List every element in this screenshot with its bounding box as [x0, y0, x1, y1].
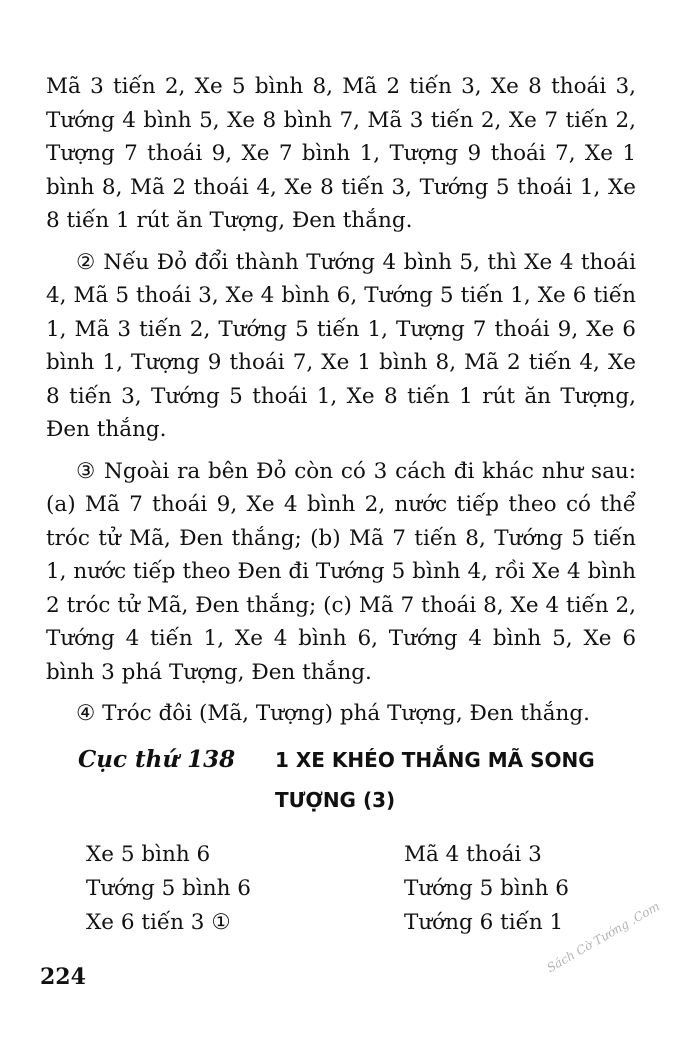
move-row	[86, 872, 606, 906]
paragraph-note-3: ③ Ngoài ra bên Đỏ còn có 3 cách đi khác như sau: (a) Mã 7 thoái 9, Xe 4 bình 2, nước tiếp theo có thể tróc tử Mã, Đen thắng; (b) Mã 7 tiến 8, Tướng 5 tiến 1, nước tiếp theo Đen đi Tướng 5 bình 4, rồi Xe 4 bình 2 tróc tử Mã, Đen thắng; (c) Mã 7 thoái 8, Xe 4 tiến 2, Tướng 4 tiến 1, Xe 4 bình 6, Tướng 4 bình 5, Xe 6 bình 3 phá Tượng, Đen thắng.	[46, 458, 636, 685]
paragraph-continuation: Mã 3 tiến 2, Xe 5 bình 8, Mã 2 tiến 3, Xe 8 thoái 3, Tướng 4 bình 5, Xe 8 bình 7, Mã 3 tiến 2, Xe 7 tiến 2, Tượng 7 thoái 9, Xe 7 bình 1, Tượng 9 thoái 7, Xe 1 bình 8, Mã 2 thoái 4, Xe 8 tiến 3, Tướng 5 thoái 1, Xe 8 tiến 1 rút ăn Tượng, Đen thắng.	[46, 74, 636, 233]
body-text	[46, 70, 636, 739]
case-title: 1 XE KHÉO THẮNG MÃ SONG TƯỢNG (3)	[275, 748, 595, 812]
case-header	[78, 740, 658, 820]
case-number: Cục thứ 138	[78, 746, 236, 773]
paragraph-note-2: ② Nếu Đỏ đổi thành Tướng 4 bình 5, thì Xe 4 thoái 4, Mã 5 thoái 3, Xe 4 bình 6, Tướng 5 tiến 1, Xe 6 tiến 1, Mã 3 tiến 2, Tướng 5 tiến 1, Tượng 7 thoái 9, Xe 6 bình 1, Tượng 9 thoái 7, Xe 1 bình 8, Mã 2 tiến 4, Xe 8 tiến 3, Tướng 5 thoái 1, Xe 8 tiến 1 rút ăn Tượng, Đen thắng.	[46, 249, 636, 442]
red-move: Xe 5 bình 6	[86, 842, 211, 867]
black-move: Tướng 5 bình 6	[404, 876, 569, 901]
watermark: Sách Cờ Tướng .Com	[544, 899, 663, 976]
red-move: Tướng 5 bình 6	[86, 876, 251, 901]
black-move: Tướng 6 tiến 1	[404, 910, 564, 935]
move-row	[86, 906, 606, 940]
move-row	[86, 838, 606, 872]
red-move: Xe 6 tiến 3 ①	[86, 910, 231, 935]
black-move: Mã 4 thoái 3	[404, 842, 542, 867]
paragraph-note-4: ④ Tróc đôi (Mã, Tượng) phá Tượng, Đen thắng.	[76, 701, 590, 726]
page-number: 224	[40, 964, 86, 990]
move-list	[86, 838, 606, 940]
